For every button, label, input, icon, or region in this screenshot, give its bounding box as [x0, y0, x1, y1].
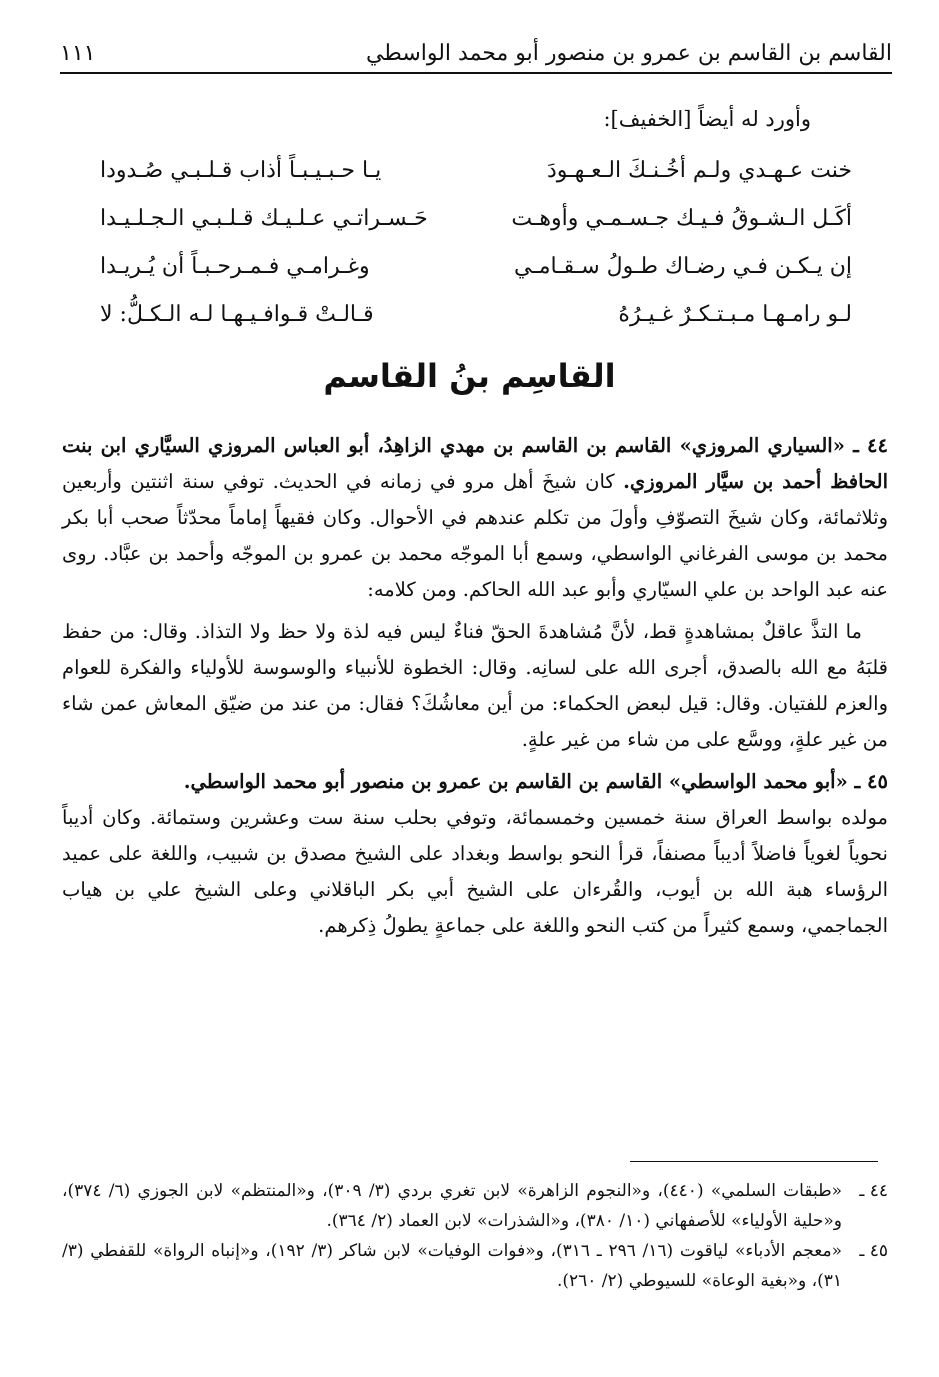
- verse-second-hemistich: يـا حـبـيـبـاً أذاب قـلـبـي صُـدودا: [100, 157, 382, 183]
- entry-44-paragraph: [62, 428, 888, 608]
- running-title: القاسم بن القاسم بن عمرو بن منصور أبو محمد الواسطي: [365, 41, 892, 66]
- footnote-number: ٤٤ ـ: [859, 1181, 888, 1201]
- running-header: [60, 30, 892, 74]
- entry-44-body: كان شيخَ أهل مرو في زمانه في الحديث. توفي سنة اثنتين وأربعين وثلاثمائة، وكان شيخَ التصوّفِ وأولَ من تكلم عندهم في الأحوال. وكان فقيهاً إماماً محدّثاً صحب أبا بكر محمد بن موسى الفرغاني الواسطي، وسمع أبا الموجّه محمد بن عمرو بن الموجّه وأحمد بن عبَّاد. روى عنه عبد الواحد بن علي السيّاري وأبو عبد الله الحاكم. ومن كلامه:: [62, 470, 888, 601]
- entry-44-heading: ٤٤ ـ «السياري المروزي» القاسم بن القاسم بن مهدي الزاهِدُ، أبو العباس المروزي السيَّاري ابن بنت الحافظ أحمد بن سيَّار المروزي.: [62, 434, 888, 493]
- footnote-text: «طبقات السلمي» (٤٤٠)، و«النجوم الزاهرة» لابن تغري بردي (٣/ ٣٠٩)، و«المنتظم» لابن الجوزي (٦/ ٣٧٤)، و«حلية الأولياء» للأصفهاني (١٠/ ٣٨٠)، و«الشذرات» لابن العماد (٢/ ٣٦٤).: [62, 1181, 843, 1231]
- poem: [100, 146, 852, 338]
- entry-44-quote: ما التذَّ عاقلٌ بمشاهدةٍ قط، لأنَّ مُشاهدةَ الحقّ فناءٌ ليس فيه لذة ولا حظ ولا التذاذ. وقال: من حفظ قلبَهُ مع الله بالصدق، أجرى الله على لسانِه. وقال: الخطوة للأنبياء والوسوسة للأولياء والفكرة للعوام والعزم للفتيان. وقال: قيل لبعض الحكماء: من أين معاشُكَ؟ فقال: من عند من ضيّق المعاش عمن شاء من غير علةٍ، ووسَّع على من شاء من غير علةٍ.: [62, 620, 888, 751]
- verse-first-hemistich: لـو رامـهـا مـبـتـكـرٌ غـيـرُهُ: [618, 301, 852, 327]
- verse-first-hemistich: خنت عـهـدي ولـم أخُـنـكَ الـعـهـودَ: [546, 157, 852, 183]
- poem-intro: وأورد له أيضاً [الخفيف]:: [603, 107, 811, 131]
- page-number: ١١١: [60, 41, 96, 66]
- section-heading: القاسِم بنُ القاسم: [323, 357, 616, 395]
- verse-first-hemistich: إن يـكـن فـي رضـاك طـولُ سـقـامـي: [513, 253, 852, 279]
- verse-second-hemistich: حَـسـراتـي عـلـيـك قـلـبـي الـجـلـيـدا: [100, 205, 428, 231]
- verse-row: [100, 146, 852, 194]
- entry-45-body: مولده بواسط العراق سنة خمسين وخمسمائة، وتوفي بحلب سنة ست وعشرين وستمائة. وكان أديباً نحوياً لغوياً فاضلاً أديباً مصنفاً، قرأ النحو بواسط وبغداد على الشيخ مصدق بن شبيب، واللغة على عميد الرؤساء هبة الله بن أيوب، والقُرءان على الشيخ أبي بكر الباقلاني وعلى الشيخ علي بن هياب الجماجمي، وسمع كثيراً من كتب النحو واللغة على جماعةٍ يطولُ ذِكرهم.: [62, 806, 888, 937]
- footnote-number: ٤٥ ـ: [859, 1241, 888, 1261]
- verse-first-hemistich: أكَـل الـشـوقُ فـيـك جـسـمـي وأوهـت: [511, 205, 852, 231]
- entry-45-heading: [62, 764, 888, 800]
- main-text: [62, 428, 888, 944]
- footnote-text: «معجم الأدباء» لياقوت (١٦/ ٢٩٦ ـ ٣١٦)، و«فوات الوفيات» لابن شاكر (٣/ ١٩٢)، و«إنباه الرواة» للقفطي (٣/ ٣١)، و«بغية الوعاة» للسيوطي (٢/ ٢٦٠).: [62, 1241, 842, 1291]
- verse-second-hemistich: وغـرامـي فـمـرحـبـاً أن يُـريـدا: [100, 253, 370, 279]
- footnotes: [62, 1176, 888, 1296]
- entry-45-heading-text: ٤٥ ـ «أبو محمد الواسطي» القاسم بن القاسم بن عمرو بن منصور أبو محمد الواسطي.: [183, 770, 888, 793]
- verse-second-hemistich: قـالـتْ قـوافـيـهـا لـه الـكـلُّ: لا: [100, 301, 374, 327]
- footnote-45: [62, 1236, 888, 1296]
- verse-row: [100, 194, 852, 242]
- footnote-divider: [630, 1161, 878, 1162]
- verse-row: [100, 290, 852, 338]
- verse-row: [100, 242, 852, 290]
- footnote-44: [62, 1176, 888, 1236]
